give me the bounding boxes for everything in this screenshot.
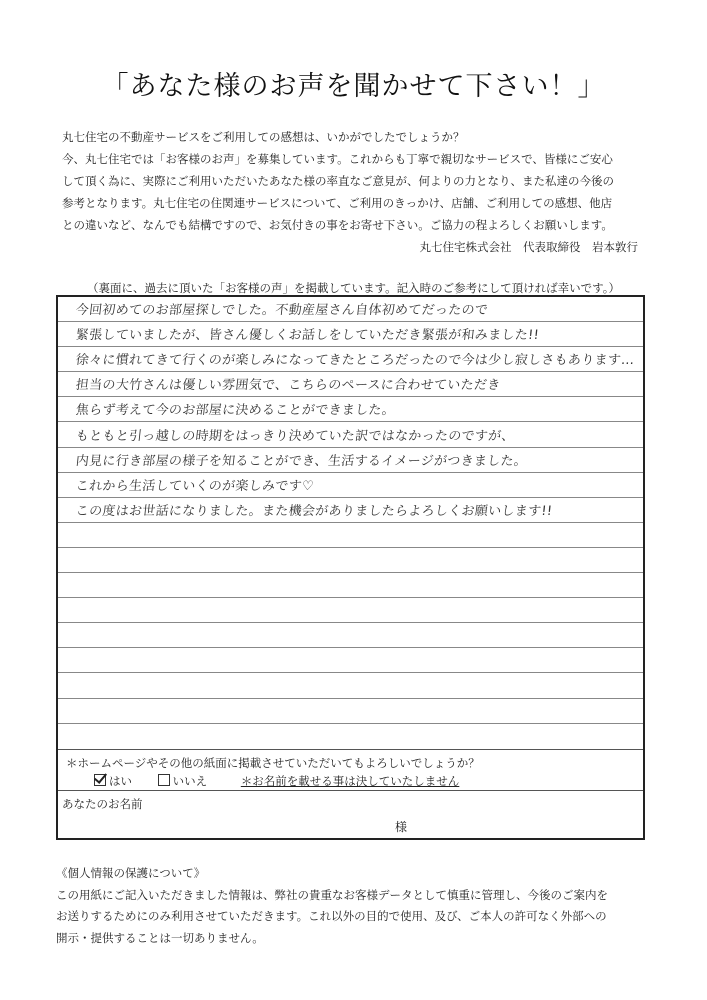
privacy-line: お送りするためにのみ利用させていただきます。これ以外の目的で使用、及び、ご本人の許可なく外部への	[56, 909, 607, 923]
comment-line-empty	[58, 598, 643, 623]
name-field[interactable]	[58, 791, 643, 839]
consent-options	[94, 773, 459, 789]
intro-line: 参考となります。丸七住宅の住関連サービスについて、ご利用のきっかけ、店舗、ご利用しての感想、他店	[62, 196, 613, 210]
name-privacy-note: ＊お名前を載せる事は決していたしません	[240, 774, 460, 788]
comment-line-empty	[58, 724, 643, 749]
company-signature: 丸七住宅株式会社 代表取締役 岩本敦行	[419, 240, 638, 254]
intro-text	[62, 126, 652, 258]
reference-note: （裏面に、過去に頂いた「お客様の声」を掲載しています。記入時のご参考にして頂ければ幸いです。）	[87, 281, 620, 295]
feedback-form	[56, 295, 645, 840]
consent-question: ＊ホームページやその他の紙面に掲載させていただいてもよろしいでしょうか？	[66, 756, 480, 770]
consent-yes-checkbox[interactable]	[94, 774, 106, 786]
comment-text: この度はお世話になりました。また機会がありましたらよろしくお願いします!!	[75, 503, 554, 519]
intro-line: との違いなど、なんでも結構ですので、お気付きの事をお寄せ下さい。ご協力の程よろしくお願いします。	[62, 218, 613, 232]
intro-line: 今、丸七住宅では「お客様のお声」を募集しています。これからも丁寧で親切なサービスで、皆様にご安心	[62, 152, 613, 166]
comment-line	[58, 322, 643, 347]
comment-line-empty	[58, 623, 643, 648]
consent-no-option[interactable]	[158, 773, 208, 789]
consent-no-label: いいえ	[172, 774, 208, 788]
comment-line	[58, 397, 643, 422]
comment-text: 焦らず考えて今のお部屋に決めることができました。	[75, 403, 396, 419]
comment-line-empty	[58, 523, 643, 548]
privacy-section	[56, 863, 656, 949]
comment-text: 今回初めてのお部屋探しでした。不動産屋さん自体初めてだったので	[75, 303, 489, 319]
privacy-heading: 《個人情報の保護について》	[56, 866, 206, 880]
comment-line	[58, 448, 643, 473]
comment-area[interactable]	[58, 297, 643, 749]
comment-line-empty	[58, 699, 643, 724]
comment-text: 徐々に慣れてきて行くのが楽しみになってきたところだったので今は少し寂しさもあります…	[75, 353, 636, 369]
comment-text: 緊張していましたが、皆さん優しくお話しをしていただき緊張が和みました!!	[75, 328, 540, 344]
comment-line	[58, 347, 643, 372]
comment-line	[58, 498, 643, 523]
comment-text: もともと引っ越しの時期をはっきり決めていた訳ではなかったのですが、	[75, 428, 516, 444]
name-suffix: 様	[395, 820, 408, 834]
consent-yes-label: はい	[109, 774, 132, 788]
comment-line-empty	[58, 573, 643, 598]
intro-line: 丸七住宅の不動産サービスをご利用しての感想は、いかがでしたでしょうか？	[62, 130, 465, 144]
name-label: あなたのお名前	[62, 797, 143, 811]
comment-line	[58, 297, 643, 322]
comment-line-empty	[58, 674, 643, 699]
publication-consent	[58, 749, 643, 791]
comment-line-empty	[58, 548, 643, 573]
comment-text: 担当の大竹さんは優しい雰囲気で、こちらのペースに合わせていただき	[75, 378, 502, 394]
comment-line	[58, 372, 643, 397]
privacy-line: この用紙にご記入いただきました情報は、弊社の貴重なお客様データとして慎重に管理し、今後のご案内を	[56, 887, 608, 902]
page-title: 「あなた様のお声を聞かせて下さい！」	[101, 71, 606, 102]
privacy-line: 開示・提供することは一切ありません。	[56, 930, 264, 945]
comment-text: これから生活していくのが楽しみです♡	[75, 478, 315, 494]
comment-line	[58, 473, 643, 498]
comment-line-empty	[58, 648, 643, 673]
consent-no-checkbox[interactable]	[158, 774, 170, 786]
comment-line	[58, 423, 643, 448]
intro-line: して頂く為に、実際にご利用いただいたあなた様の率直なご意見が、何よりの力となり、また私達の今後の	[62, 174, 614, 188]
consent-yes-option[interactable]	[94, 773, 132, 789]
comment-text: 内見に行き部屋の様子を知ることができ、生活するイメージがつきました。	[75, 453, 528, 469]
